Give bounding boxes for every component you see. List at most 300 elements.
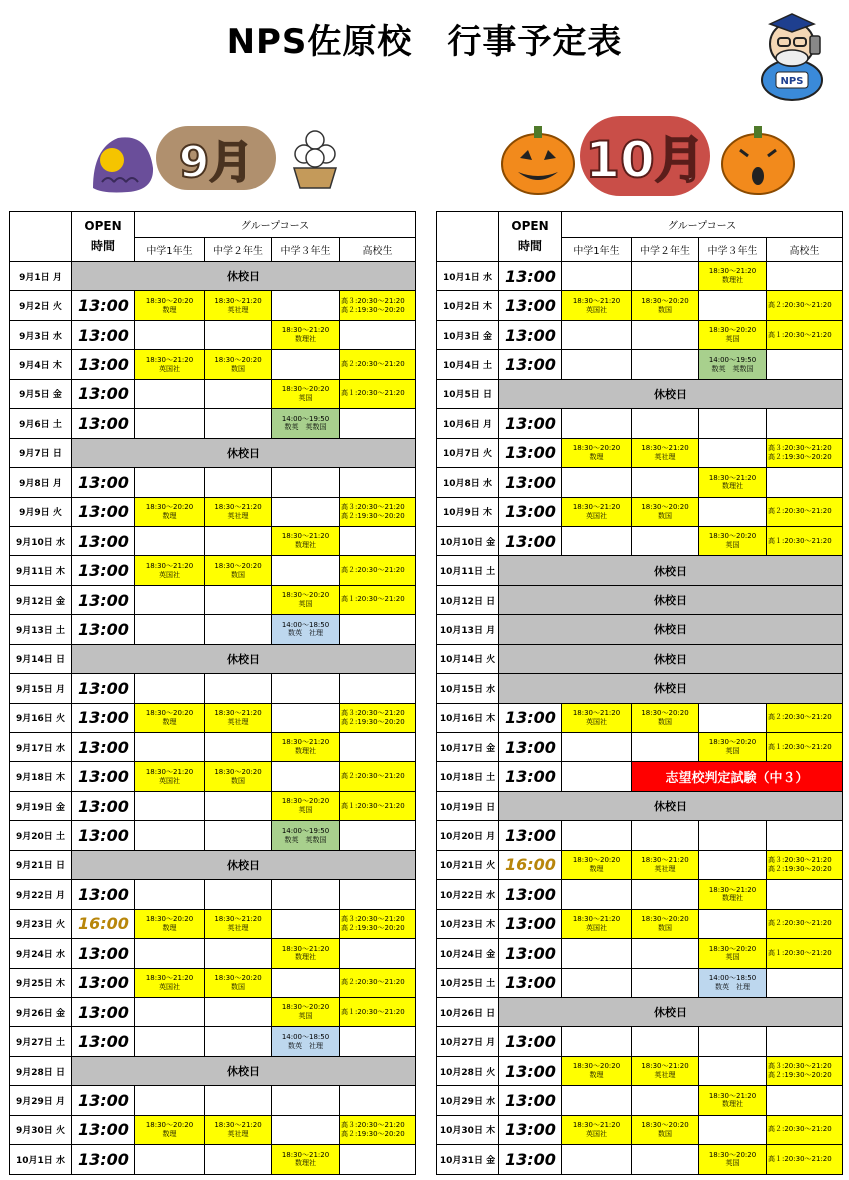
cell-line: 数理社 — [295, 335, 316, 344]
cell-line: 数国 — [231, 570, 245, 579]
table-row — [10, 1086, 416, 1115]
date-label: 9月21日 — [16, 861, 53, 872]
row-date — [10, 615, 72, 644]
date-label: 9月6日 — [19, 419, 50, 430]
cell-line: 18:30～21:20 — [214, 915, 262, 924]
day-of-week: 土 — [55, 832, 65, 843]
table-row — [437, 1027, 843, 1056]
table-row — [437, 350, 843, 379]
table-row — [10, 291, 416, 320]
date-label: 10月1日 — [16, 1155, 53, 1166]
cell-line: 英社理 — [227, 923, 249, 932]
mascot-badge: NPS — [780, 76, 804, 87]
holiday-cell: 休校日 — [499, 674, 843, 703]
cell-line: 14:00～19:50 — [281, 414, 330, 423]
cell-line: 18:30～20:20 — [145, 1121, 194, 1130]
course-cell-c1 — [135, 821, 205, 850]
course-cell-c1 — [135, 909, 205, 938]
course-cell-c4 — [340, 821, 416, 850]
row-date — [437, 1145, 499, 1174]
holiday-cell: 休校日 — [499, 791, 843, 820]
cell-line: 数英 社理 — [288, 1041, 323, 1050]
cell-line: 18:30～21:20 — [214, 502, 262, 511]
course-cell-c1 — [562, 850, 632, 879]
course-cell-c4 — [340, 968, 416, 997]
course-cell-c1 — [562, 350, 632, 379]
course-cell-c3 — [699, 821, 767, 850]
cell-line: 高１:20:30～21:20 — [768, 1154, 832, 1163]
day-of-week: 火 — [486, 1067, 496, 1078]
table-row — [10, 320, 416, 349]
cell-line: 14:00～18:50 — [281, 1032, 330, 1041]
header-open — [499, 212, 562, 262]
date-label: 10月16日 — [439, 714, 483, 725]
table-row — [10, 880, 416, 909]
course-cell-c2 — [205, 968, 272, 997]
cell-line: 高２:20:30～21:20 — [768, 507, 832, 516]
course-cell-c2 — [205, 733, 272, 762]
course-cell-c4 — [340, 909, 416, 938]
table-row — [437, 821, 843, 850]
row-date — [10, 350, 72, 379]
course-cell-c2 — [632, 821, 699, 850]
day-of-week: 日 — [55, 861, 65, 872]
course-cell-c1 — [562, 262, 632, 291]
cell-line: 高２:19:30～20:20 — [341, 1129, 405, 1138]
row-date — [10, 762, 72, 791]
course-cell-c3 — [699, 350, 767, 379]
row-date — [10, 850, 72, 879]
open-time: 13:00 — [499, 1086, 562, 1115]
course-cell-c3 — [272, 497, 340, 526]
row-date — [10, 997, 72, 1026]
cell-line: 高１:20:30～21:20 — [341, 389, 405, 398]
day-of-week: 日 — [55, 655, 65, 666]
course-cell-c4 — [340, 468, 416, 497]
cell-line: 18:30～20:20 — [641, 296, 689, 305]
course-cell-c1 — [562, 1145, 632, 1174]
cell-line: 高１:20:30～21:20 — [768, 948, 832, 957]
row-date — [437, 968, 499, 997]
date-label: 10月29日 — [439, 1096, 483, 1107]
october-schedule-table — [436, 211, 843, 1175]
course-cell-c4 — [767, 409, 843, 438]
cell-line: 英国社 — [586, 923, 607, 932]
day-of-week: 木 — [486, 714, 496, 725]
cell-line: 高２:19:30～20:20 — [341, 305, 405, 314]
cell-line: 英国社 — [159, 364, 180, 373]
open-time: 13:00 — [72, 291, 135, 320]
open-time: 13:00 — [499, 703, 562, 732]
open-time: 13:00 — [499, 1145, 562, 1174]
date-label: 9月28日 — [16, 1067, 53, 1078]
day-of-week: 木 — [486, 1126, 496, 1137]
course-cell-c1 — [135, 968, 205, 997]
date-label: 10月14日 — [439, 655, 483, 666]
day-of-week: 木 — [52, 361, 62, 372]
cell-line: 高３:20:30～21:20 — [768, 443, 832, 452]
course-cell-c2 — [632, 703, 699, 732]
course-cell-c3 — [699, 1056, 767, 1085]
row-date — [437, 703, 499, 732]
cell-line: 英国 — [725, 335, 740, 344]
cell-line: 高２:20:30～21:20 — [341, 772, 405, 781]
date-label: 9月13日 — [16, 625, 53, 636]
course-cell-c4 — [340, 291, 416, 320]
course-cell-c1 — [135, 350, 205, 379]
cell-line: 数理社 — [295, 953, 316, 962]
open-time: 13:00 — [72, 468, 135, 497]
course-cell-c1 — [135, 1027, 205, 1056]
header-c2: 中学２年生 — [632, 238, 699, 262]
cell-line: 18:30～21:20 — [708, 885, 757, 894]
october-banner — [498, 108, 798, 206]
table-row — [10, 762, 416, 791]
cell-line: 14:00～18:50 — [708, 973, 757, 982]
course-cell-c1 — [562, 526, 632, 555]
open-time: 13:00 — [499, 262, 562, 291]
open-time: 13:00 — [72, 1115, 135, 1144]
course-cell-c4 — [767, 1027, 843, 1056]
row-date — [10, 968, 72, 997]
date-label: 9月27日 — [16, 1038, 53, 1049]
cell-line: 高２:20:30～21:20 — [341, 359, 405, 368]
course-cell-c1 — [135, 762, 205, 791]
course-cell-c1 — [135, 291, 205, 320]
cell-line: 英国社 — [586, 305, 607, 314]
open-time: 13:00 — [72, 585, 135, 614]
row-date — [437, 585, 499, 614]
day-of-week: 金 — [486, 1155, 496, 1166]
day-of-week: 水 — [486, 684, 496, 695]
course-cell-c2 — [205, 468, 272, 497]
day-of-week: 水 — [482, 272, 492, 283]
header-c2: 中学２年生 — [205, 238, 272, 262]
cell-line: 英国社 — [159, 982, 180, 991]
row-date — [10, 821, 72, 850]
course-cell-c4 — [340, 556, 416, 585]
course-cell-c3 — [272, 939, 340, 968]
cell-line: 18:30～20:20 — [641, 1121, 689, 1130]
cell-line: 18:30～21:20 — [145, 561, 194, 570]
cell-line: 高２:19:30～20:20 — [341, 511, 405, 520]
course-cell-c3 — [699, 1115, 767, 1144]
cell-line: 18:30～21:20 — [281, 326, 330, 335]
date-label: 9月2日 — [19, 302, 50, 313]
cell-line: 英国 — [725, 1159, 740, 1168]
day-of-week: 金 — [55, 596, 65, 607]
course-cell-c4 — [340, 379, 416, 408]
table-row — [437, 1145, 843, 1174]
header-open-label: OPEN — [511, 219, 549, 234]
cell-line: 英社理 — [654, 864, 676, 873]
row-date — [437, 674, 499, 703]
cell-line: 英社理 — [654, 1071, 676, 1080]
course-cell-c3 — [272, 762, 340, 791]
table-row — [437, 379, 843, 408]
course-cell-c3 — [699, 291, 767, 320]
table-row — [437, 880, 843, 909]
date-label: 9月17日 — [16, 743, 53, 754]
cell-line: 18:30～21:20 — [145, 973, 194, 982]
course-cell-c2 — [205, 997, 272, 1026]
date-label: 9月19日 — [16, 802, 53, 813]
course-cell-c1 — [562, 939, 632, 968]
header-corner — [437, 212, 499, 262]
course-cell-c1 — [135, 585, 205, 614]
date-label: 9月5日 — [19, 390, 50, 401]
cell-line: 数英 英数国 — [284, 423, 327, 432]
date-label: 10月28日 — [439, 1067, 483, 1078]
date-label: 10月27日 — [439, 1038, 483, 1049]
open-time: 13:00 — [72, 821, 135, 850]
cell-line: 英国社 — [159, 570, 180, 579]
cell-line: 18:30～20:20 — [145, 502, 194, 511]
cell-line: 18:30～21:20 — [281, 944, 330, 953]
row-date — [10, 291, 72, 320]
table-row — [437, 791, 843, 820]
course-cell-c4 — [767, 526, 843, 555]
course-cell-c2 — [205, 320, 272, 349]
cell-line: 数理 — [589, 864, 604, 873]
table-row — [437, 997, 843, 1026]
day-of-week: 水 — [482, 478, 492, 489]
cell-line: 数理 — [162, 717, 177, 726]
cell-line: 英国 — [298, 393, 313, 402]
row-date — [437, 556, 499, 585]
course-cell-c4 — [340, 1115, 416, 1144]
course-cell-c2 — [632, 1086, 699, 1115]
header-corner — [10, 212, 72, 262]
course-cell-c2 — [205, 615, 272, 644]
cell-line: 数理社 — [722, 894, 743, 903]
row-date — [10, 262, 72, 291]
course-cell-c3 — [699, 526, 767, 555]
cell-line: 高３:20:30～21:20 — [341, 296, 405, 305]
open-time: 13:00 — [72, 1145, 135, 1174]
cell-line: 数英 英数国 — [711, 364, 754, 373]
holiday-cell: 休校日 — [72, 438, 416, 467]
course-cell-c3 — [272, 291, 340, 320]
date-label: 10月18日 — [439, 773, 483, 784]
table-row — [437, 556, 843, 585]
course-cell-c3 — [272, 468, 340, 497]
cell-line: 18:30～21:20 — [145, 767, 194, 776]
cell-line: 数理 — [162, 923, 177, 932]
cell-line: 18:30～20:20 — [641, 915, 689, 924]
course-cell-c3 — [272, 585, 340, 614]
day-of-week: 木 — [482, 302, 492, 313]
course-cell-c2 — [632, 850, 699, 879]
course-cell-c1 — [135, 1115, 205, 1144]
cell-line: 18:30～20:20 — [708, 1150, 757, 1159]
course-cell-c4 — [767, 968, 843, 997]
open-time: 13:00 — [499, 320, 562, 349]
day-of-week: 木 — [55, 979, 65, 990]
course-cell-c1 — [562, 1086, 632, 1115]
cell-line: 18:30～20:20 — [641, 502, 689, 511]
cell-line: 18:30～21:20 — [281, 1150, 330, 1159]
course-cell-c2 — [205, 409, 272, 438]
course-cell-c1 — [562, 821, 632, 850]
day-of-week: 木 — [482, 508, 492, 519]
day-of-week: 木 — [55, 773, 65, 784]
course-cell-c1 — [135, 703, 205, 732]
row-date — [437, 438, 499, 467]
open-time: 13:00 — [72, 762, 135, 791]
holiday-cell: 休校日 — [72, 850, 416, 879]
day-of-week: 水 — [52, 331, 62, 342]
date-label: 9月20日 — [16, 832, 53, 843]
september-banner — [88, 108, 348, 206]
course-cell-c1 — [135, 320, 205, 349]
header-time-label: 時間 — [517, 238, 542, 253]
row-date — [10, 556, 72, 585]
holiday-cell: 休校日 — [72, 1056, 416, 1085]
course-cell-c4 — [340, 880, 416, 909]
table-row — [437, 1115, 843, 1144]
cell-line: 高３:20:30～21:20 — [341, 708, 405, 717]
course-cell-c1 — [562, 438, 632, 467]
open-time: 13:00 — [72, 939, 135, 968]
course-cell-c4 — [340, 791, 416, 820]
open-time: 13:00 — [72, 674, 135, 703]
course-cell-c1 — [135, 615, 205, 644]
date-label: 10月26日 — [439, 1008, 483, 1019]
course-cell-c2 — [632, 468, 699, 497]
course-cell-c3 — [272, 1027, 340, 1056]
mascot-icon — [752, 6, 832, 102]
open-time: 13:00 — [72, 526, 135, 555]
cell-line: 英国 — [725, 541, 740, 550]
date-label: 10月21日 — [439, 861, 483, 872]
course-cell-c2 — [632, 909, 699, 938]
course-cell-c2 — [632, 320, 699, 349]
cell-line: 18:30～21:20 — [708, 267, 757, 276]
date-label: 10月4日 — [443, 361, 480, 372]
date-label: 10月19日 — [439, 802, 483, 813]
row-date — [10, 438, 72, 467]
course-cell-c3 — [699, 497, 767, 526]
table-row — [437, 320, 843, 349]
course-cell-c3 — [272, 1115, 340, 1144]
cell-line: 数理 — [589, 1071, 604, 1080]
cell-line: 数理社 — [722, 1100, 743, 1109]
cell-line: 14:00～18:50 — [281, 620, 330, 629]
cell-line: 数国 — [658, 717, 672, 726]
table-row — [10, 968, 416, 997]
table-row — [10, 791, 416, 820]
cell-line: 18:30～20:20 — [145, 709, 194, 718]
cell-line: 高２:20:30～21:20 — [768, 713, 832, 722]
open-time: 13:00 — [72, 615, 135, 644]
holiday-cell: 休校日 — [72, 262, 416, 291]
course-cell-c1 — [562, 909, 632, 938]
date-label: 9月9日 — [19, 508, 50, 519]
course-cell-c1 — [135, 468, 205, 497]
day-of-week: 月 — [486, 832, 496, 843]
course-cell-c3 — [272, 997, 340, 1026]
course-cell-c2 — [205, 703, 272, 732]
cell-line: 高１:20:30～21:20 — [768, 536, 832, 545]
cell-line: 18:30～20:20 — [214, 561, 262, 570]
cell-line: 英社理 — [227, 1129, 249, 1138]
table-row — [10, 850, 416, 879]
table-row — [10, 585, 416, 614]
date-label: 9月11日 — [16, 567, 53, 578]
course-cell-c4 — [340, 350, 416, 379]
holiday-cell: 休校日 — [499, 585, 843, 614]
open-time: 13:00 — [72, 997, 135, 1026]
cell-line: 18:30～20:20 — [572, 1062, 621, 1071]
course-cell-c4 — [340, 939, 416, 968]
holiday-cell: 休校日 — [72, 644, 416, 673]
cell-line: 18:30～20:20 — [214, 355, 262, 364]
course-cell-c1 — [562, 703, 632, 732]
course-cell-c4 — [340, 1027, 416, 1056]
course-cell-c3 — [699, 409, 767, 438]
course-cell-c4 — [767, 703, 843, 732]
cell-line: 18:30～21:20 — [214, 1121, 262, 1130]
row-date — [437, 644, 499, 673]
table-row — [437, 585, 843, 614]
day-of-week: 火 — [482, 449, 492, 460]
table-row — [437, 703, 843, 732]
day-of-week: 日 — [486, 596, 496, 607]
open-time: 13:00 — [499, 909, 562, 938]
cell-line: 18:30～20:20 — [281, 591, 330, 600]
open-time: 13:00 — [499, 821, 562, 850]
course-cell-c3 — [699, 1086, 767, 1115]
course-cell-c4 — [767, 497, 843, 526]
day-of-week: 金 — [486, 743, 496, 754]
course-cell-c2 — [632, 880, 699, 909]
row-date — [437, 1027, 499, 1056]
course-cell-c1 — [135, 791, 205, 820]
open-time: 13:00 — [72, 1027, 135, 1056]
row-date — [437, 526, 499, 555]
date-label: 10月2日 — [443, 302, 480, 313]
course-cell-c1 — [562, 880, 632, 909]
day-of-week: 土 — [52, 419, 62, 430]
course-cell-c1 — [135, 556, 205, 585]
cell-line: 高２:20:30～21:20 — [341, 978, 405, 987]
cell-line: 英国社 — [159, 776, 180, 785]
cell-line: 高１:20:30～21:20 — [768, 330, 832, 339]
row-date — [10, 526, 72, 555]
day-of-week: 土 — [486, 773, 496, 784]
table-row — [437, 262, 843, 291]
course-cell-c4 — [767, 262, 843, 291]
cell-line: 18:30～21:20 — [572, 709, 621, 718]
date-label: 10月17日 — [439, 743, 483, 754]
row-date — [437, 350, 499, 379]
course-cell-c2 — [632, 526, 699, 555]
course-cell-c3 — [699, 968, 767, 997]
table-row — [10, 526, 416, 555]
date-label: 9月14日 — [16, 655, 53, 666]
day-of-week: 土 — [55, 625, 65, 636]
open-time: 13:00 — [72, 497, 135, 526]
open-time: 13:00 — [499, 291, 562, 320]
course-cell-c4 — [767, 1086, 843, 1115]
day-of-week: 月 — [55, 684, 65, 695]
date-label: 9月18日 — [16, 773, 53, 784]
date-label: 10月1日 — [443, 272, 480, 283]
event-cell: 志望校判定試験（中３） — [632, 762, 843, 791]
cell-line: 18:30～21:20 — [281, 738, 330, 747]
day-of-week: 土 — [486, 979, 496, 990]
